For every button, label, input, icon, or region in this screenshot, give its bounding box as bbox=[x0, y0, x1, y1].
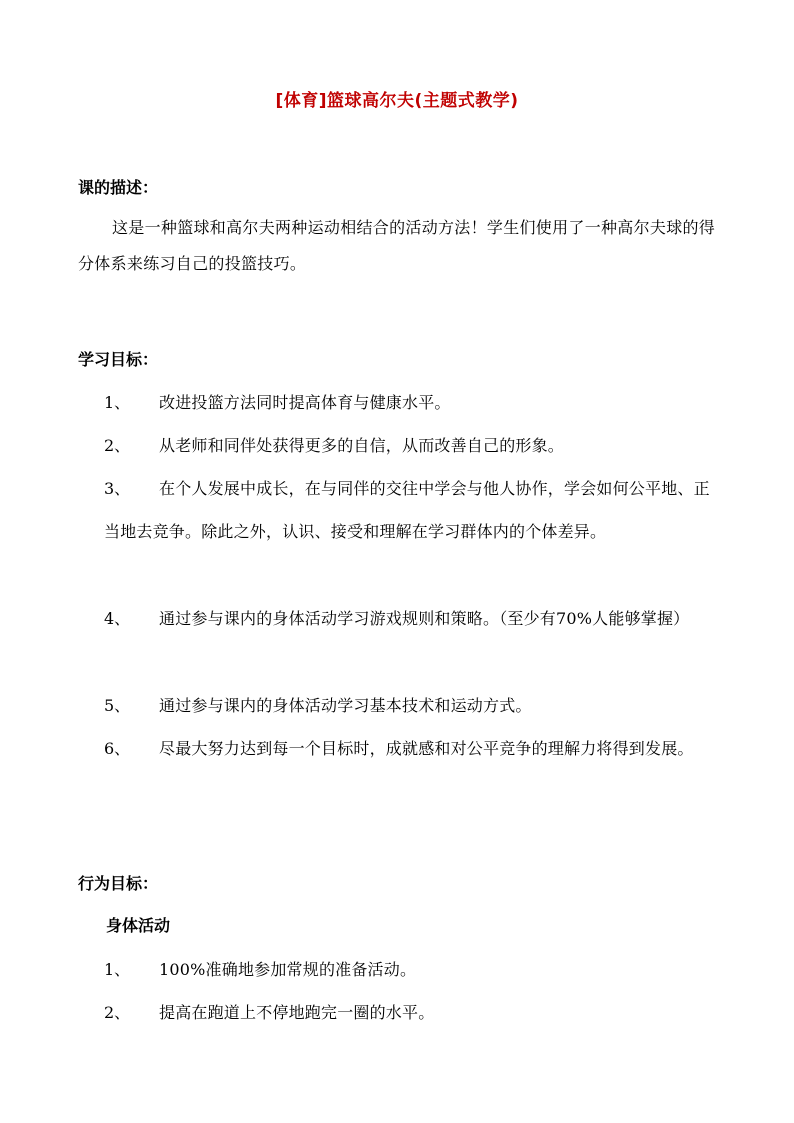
section-heading-behavior: 行为目标： bbox=[78, 874, 159, 893]
subheading-physical-activity: 身体活动 bbox=[106, 916, 171, 935]
document-title: [体育]篮球高尔夫(主题式教学) bbox=[275, 91, 519, 111]
objective-text: 通过参与课内的身体活动学习游戏规则和策略。（至少有70%人能够掌握） bbox=[159, 609, 690, 628]
objective-text: 通过参与课内的身体活动学习基本技术和运动方式。 bbox=[159, 696, 532, 715]
behavior-number: 1、 bbox=[104, 960, 131, 979]
objective-number: 4、 bbox=[104, 609, 131, 628]
objective-item-6 bbox=[104, 727, 728, 770]
section-heading-objectives: 学习目标： bbox=[78, 350, 159, 369]
section-heading-description: 课的描述： bbox=[78, 178, 159, 197]
objective-text: 从老师和同伴处获得更多的自信，从而改善自己的形象。 bbox=[159, 436, 565, 455]
behavior-text: 提高在跑道上不停地跑完一圈的水平。 bbox=[159, 1003, 435, 1022]
objective-text: 尽最大努力达到每一个目标时，成就感和对公平竞争的理解力将得到发展。 bbox=[159, 739, 694, 758]
objective-item-1 bbox=[104, 381, 728, 424]
objective-number: 5、 bbox=[104, 696, 131, 715]
objective-item-2 bbox=[104, 424, 728, 467]
behavior-text: 100%准确地参加常规的准备活动。 bbox=[159, 960, 417, 979]
objective-text: 在个人发展中成长，在与同伴的交往中学会与他人协作，学会如何公平地、正当地去竞争。除此之外，认识、接受和理解在学习群体内的个体差异。 bbox=[104, 479, 710, 541]
behavior-item-1 bbox=[104, 948, 728, 991]
behavior-number: 2、 bbox=[104, 1003, 131, 1022]
objective-number: 6、 bbox=[104, 739, 131, 758]
objective-text: 改进投篮方法同时提高体育与健康水平。 bbox=[159, 393, 451, 412]
objective-item-3 bbox=[104, 467, 724, 553]
objective-number: 3、 bbox=[104, 479, 131, 498]
objective-item-5 bbox=[104, 684, 728, 727]
description-paragraph: 这是一种篮球和高尔夫两种运动相结合的活动方法！学生们使用了一种高尔夫球的得分体系来练习自己的投篮技巧。 bbox=[78, 218, 716, 273]
objective-number: 2、 bbox=[104, 436, 131, 455]
objective-item-4 bbox=[104, 597, 728, 640]
behavior-item-2 bbox=[104, 991, 728, 1034]
objective-number: 1、 bbox=[104, 393, 131, 412]
